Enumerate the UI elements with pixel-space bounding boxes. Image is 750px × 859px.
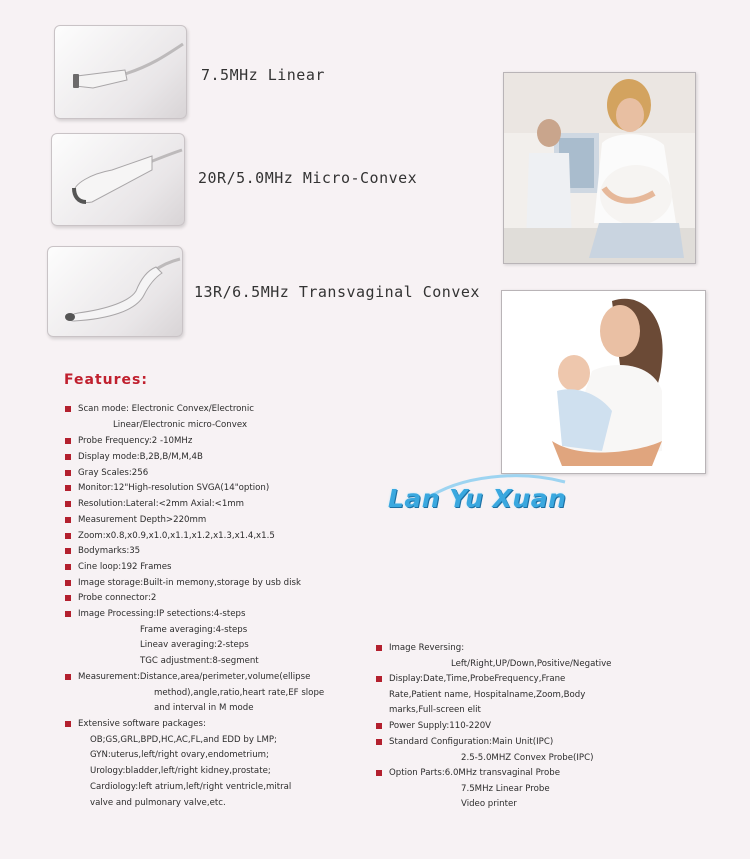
feature-software-packages: Extensive software packages: OB;GS,GRL,BPD,HC,AC,FL,and EDD by LMP; GYN:uterus,left/right ovary,endometrium; Urology:bladder,left/right kidney,prostate; Cardiology:left atrium,left/right ventricle,mitral valve and pulmonary valve,etc. — [78, 717, 291, 811]
bullet-icon — [376, 739, 382, 745]
transvaginal-probe-image — [47, 246, 183, 337]
feature-monitor: Monitor:12"High-resolution SVGA(14"option) — [78, 481, 269, 497]
bullet-icon — [65, 564, 71, 570]
bullet-icon — [65, 438, 71, 444]
feature-cine-loop: Cine loop:192 Frames — [78, 560, 172, 576]
feature-probe-connector: Probe connector:2 — [78, 591, 156, 607]
feature-display: Display:Date,Time,ProbeFrequency,Frane Rate,Patient name, Hospitalname,Zoom,Body marks,Full-screen elit — [389, 672, 585, 719]
bullet-icon — [376, 645, 382, 651]
feature-image-reversing: Image Reversing: Left/Right,UP/Down,Positive/Negative — [389, 641, 611, 672]
bullet-icon — [65, 533, 71, 539]
bullet-icon — [65, 454, 71, 460]
feature-resolution: Resolution:Lateral:<2mm Axial:<1mm — [78, 497, 244, 513]
features-title: Features: — [64, 372, 148, 388]
probe-label-transvaginal: 13R/6.5MHz Transvaginal Convex — [194, 283, 480, 301]
linear-probe-image — [54, 25, 187, 119]
bullet-icon — [65, 548, 71, 554]
pregnant-woman-photo — [503, 72, 696, 264]
bullet-icon — [376, 676, 382, 682]
bullet-icon — [65, 501, 71, 507]
probe-label-micro-convex: 20R/5.0MHz Micro-Convex — [198, 169, 418, 187]
bullet-icon — [65, 721, 71, 727]
linear-probe-icon — [55, 26, 186, 118]
bullet-icon — [65, 406, 71, 412]
bullet-icon — [376, 770, 382, 776]
probe-label-linear: 7.5MHz Linear — [201, 66, 325, 84]
feature-option-parts: Option Parts:6.0MHz transvaginal Probe 7.5MHz Linear Probe Video printer — [389, 766, 560, 813]
feature-image-processing: Image Processing:IP setections:4-steps Frame averaging:4-steps Lineav averaging:2-steps TGC adjustment:8-segment — [78, 607, 259, 670]
transvaginal-probe-icon — [48, 247, 182, 336]
micro-convex-probe-image — [51, 133, 185, 226]
feature-bodymarks: Bodymarks:35 — [78, 544, 140, 560]
feature-display-mode: Display mode:B,2B,B/M,M,4B — [78, 450, 203, 466]
bullet-icon — [65, 674, 71, 680]
bullet-icon — [65, 611, 71, 617]
feature-gray-scales: Gray Scales:256 — [78, 466, 148, 482]
feature-measurement-depth: Measurement Depth>220mm — [78, 513, 206, 529]
bullet-icon — [65, 470, 71, 476]
micro-convex-probe-icon — [52, 134, 184, 225]
bullet-icon — [376, 723, 382, 729]
bullet-icon — [65, 485, 71, 491]
feature-probe-frequency: Probe Frequency:2 -10MHz — [78, 434, 192, 450]
bullet-icon — [65, 580, 71, 586]
feature-scan-mode: Scan mode: Electronic Convex/Electronic Linear/Electronic micro-Convex — [78, 402, 254, 433]
feature-power-supply: Power Supply:110-220V — [389, 719, 491, 735]
bullet-icon — [65, 517, 71, 523]
brand-watermark: Lan Yu Xuan — [388, 484, 567, 513]
feature-standard-configuration: Standard Configuration:Main Unit(IPC) 2.5-5.0MHZ Convex Probe(IPC) — [389, 735, 593, 766]
feature-image-storage: Image storage:Built-in memony,storage by usb disk — [78, 576, 301, 592]
feature-zoom: Zoom:x0.8,x0.9,x1.0,x1.1,x1.2,x1.3,x1.4,x1.5 — [78, 529, 275, 545]
feature-measurement: Measurement:Distance,area/perimeter,volume(ellipse method),angle,ratio,heart rate,EF slope and interval in M mode — [78, 670, 324, 717]
bullet-icon — [65, 595, 71, 601]
mother-baby-photo — [501, 290, 706, 474]
